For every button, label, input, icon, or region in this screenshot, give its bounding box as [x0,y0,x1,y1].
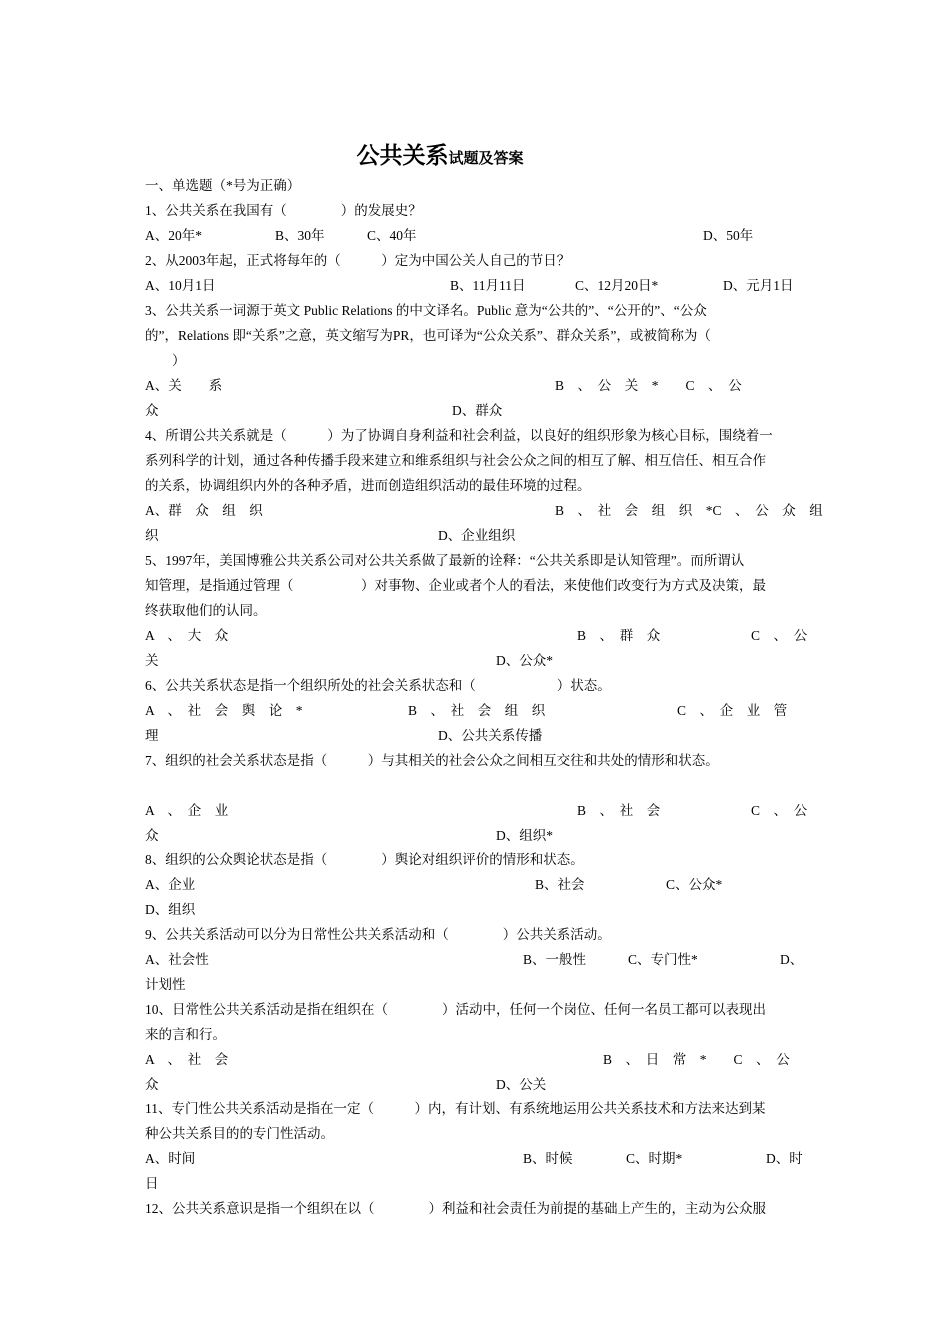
options-5 [145,625,810,647]
option-a: A 、 企 业 [145,803,229,818]
option-c: C、12月20日* [575,278,659,293]
option-d: D、群众 [452,403,503,418]
option-d: D、组织* [496,828,553,843]
option-a: A、群 众 组 织 [145,503,263,518]
option-bc: B 、 社 会 组 织 *C 、 公 众 组 [555,503,823,518]
option-c-end: 理 [145,728,159,743]
question-8: 8、组织的公众舆论状态是指（ ）舆论对组织评价的情形和状态。 [145,852,584,867]
option-d: D、公共关系传播 [438,728,543,743]
option-d: D、 [780,952,804,967]
option-c-end: 织 [145,528,159,543]
question-10-line-2: 来的言和行。 [145,1027,226,1042]
question-4-line-2: 系列科学的计划，通过各种传播手段来建立和维系组织与社会公众之间的相互了解、相互信任、相互合作 [145,453,766,468]
options-7 [145,800,810,822]
option-b: B 、 群 众 [577,628,661,643]
option-a: A、20年* [145,228,202,243]
options-10-cont [145,1074,810,1096]
option-b: B 、 社 会 [577,803,661,818]
question-3-line-2: 的”，Relations 即“关系”之意，英文缩写为PR，也可译为“公众关系”、群众关系”，或被简称为（ [145,328,711,343]
question-10-line-1: 10、日常性公共关系活动是指在组织在（ ）活动中，任何一个岗位、任何一名员工都可以表现出 [145,1002,766,1017]
option-a: A 、 社 会 [145,1052,229,1067]
option-bc: B 、 公 关 * C 、 公 [555,378,742,393]
option-b: B、30年 [275,228,325,243]
option-a: A、社会性 [145,952,209,967]
option-a: A、10月1日 [145,278,216,293]
options-9-cont: 计划性 [145,977,186,992]
title-suffix: 试题及答案 [448,149,524,167]
options-7-cont [145,825,810,847]
options-5-cont [145,650,810,672]
option-c-end: 关 [145,653,159,668]
option-b: B、一般性 [523,952,587,967]
question-2: 2、从2003年起，正式将每年的（ ）定为中国公关人自己的节日？ [145,253,571,268]
option-c: C 、 公 [751,628,808,643]
option-a: A、时间 [145,1151,196,1166]
question-4-line-1: 4、所谓公共关系就是（ ）为了协调自身利益和社会利益，以良好的组织形象为核心目标，围绕着一 [145,428,773,443]
options-11 [145,1148,810,1170]
option-c: C、40年 [367,228,417,243]
option-a: A 、 大 众 [145,628,229,643]
option-b: B、时候 [523,1151,573,1166]
options-4-cont [145,525,810,547]
question-12: 12、公共关系意识是指一个组织在以（ ）利益和社会责任为前提的基础上产生的，主动为公众服 [145,1201,766,1216]
question-5-line-1: 5、1997年，美国博雅公共关系公司对公共关系做了最新的诠释：“公共关系即是认知管理”。而所谓认 [145,553,745,568]
option-c-end: 众 [145,1077,159,1092]
question-3-line-1: 3、公共关系一词源于英文 Public Relations 的中文译名。Public 意为“公共的”、“公开的”、“公众 [145,303,707,318]
option-c: C、专门性* [628,952,698,967]
question-6: 6、公共关系状态是指一个组织所处的社会关系状态和（ ）状态。 [145,678,611,693]
section-heading: 一、单选题（*号为正确） [145,178,301,193]
question-11-line-1: 11、专门性公共关系活动是指在一定（ ）内，有计划、有系统地运用公共关系技术和方法来达到某 [145,1101,766,1116]
option-c: C、时期* [626,1151,683,1166]
question-4-line-3: 的关系，协调组织内外的各种矛盾，进而创造组织活动的最佳环境的过程。 [145,478,591,493]
options-1 [145,225,810,247]
option-d: D、企业组织 [438,528,516,543]
option-c-end: 众 [145,828,159,843]
option-d: D、公关 [496,1077,547,1092]
question-1: 1、公共关系在我国有（ ）的发展史？ [145,203,422,218]
options-3 [145,375,810,397]
option-d: D、50年 [703,228,754,243]
option-c-end: 众 [145,403,159,418]
option-c: C 、 企 业 管 [677,703,788,718]
option-a: A 、 社 会 舆 论 * [145,703,303,718]
options-11-cont: 日 [145,1176,159,1191]
options-6 [145,700,810,722]
options-6-cont [145,725,810,747]
options-4 [145,500,823,522]
page-title [0,137,880,170]
question-11-line-2: 种公共关系目的的专门性活动。 [145,1126,334,1141]
option-d: D、元月1日 [723,278,794,293]
question-7: 7、组织的社会关系状态是指（ ）与其相关的社会公众之间相互交往和共处的情形和状态。 [145,753,719,768]
option-d: D、时 [766,1151,803,1166]
option-b: B、11月11日 [450,278,526,293]
options-3-cont [145,400,810,422]
option-d: D、公众* [496,653,553,668]
options-9 [145,949,810,971]
option-b: B 、 社 会 组 织 [408,703,546,718]
options-2 [145,275,810,297]
question-5-line-3: 终获取他们的认同。 [145,603,267,618]
option-b: B、社会 [535,877,585,892]
title-main: 公共关系 [356,142,449,169]
options-8-cont: D、组织 [145,902,196,917]
options-10 [145,1049,810,1071]
option-a: A、关 系 [145,378,223,393]
option-c: C、公众* [666,877,723,892]
question-9: 9、公共关系活动可以分为日常性公共关系活动和（ ）公共关系活动。 [145,927,611,942]
options-8 [145,874,810,896]
option-c: C 、 公 [751,803,808,818]
question-3-line-3: ） [145,353,186,368]
question-5-line-2: 知管理，是指通过管理（ ）对事物、企业或者个人的看法，来使他们改变行为方式及决策，最 [145,578,766,593]
option-bc: B 、 日 常 * C 、 公 [603,1052,790,1067]
option-a: A、企业 [145,877,196,892]
